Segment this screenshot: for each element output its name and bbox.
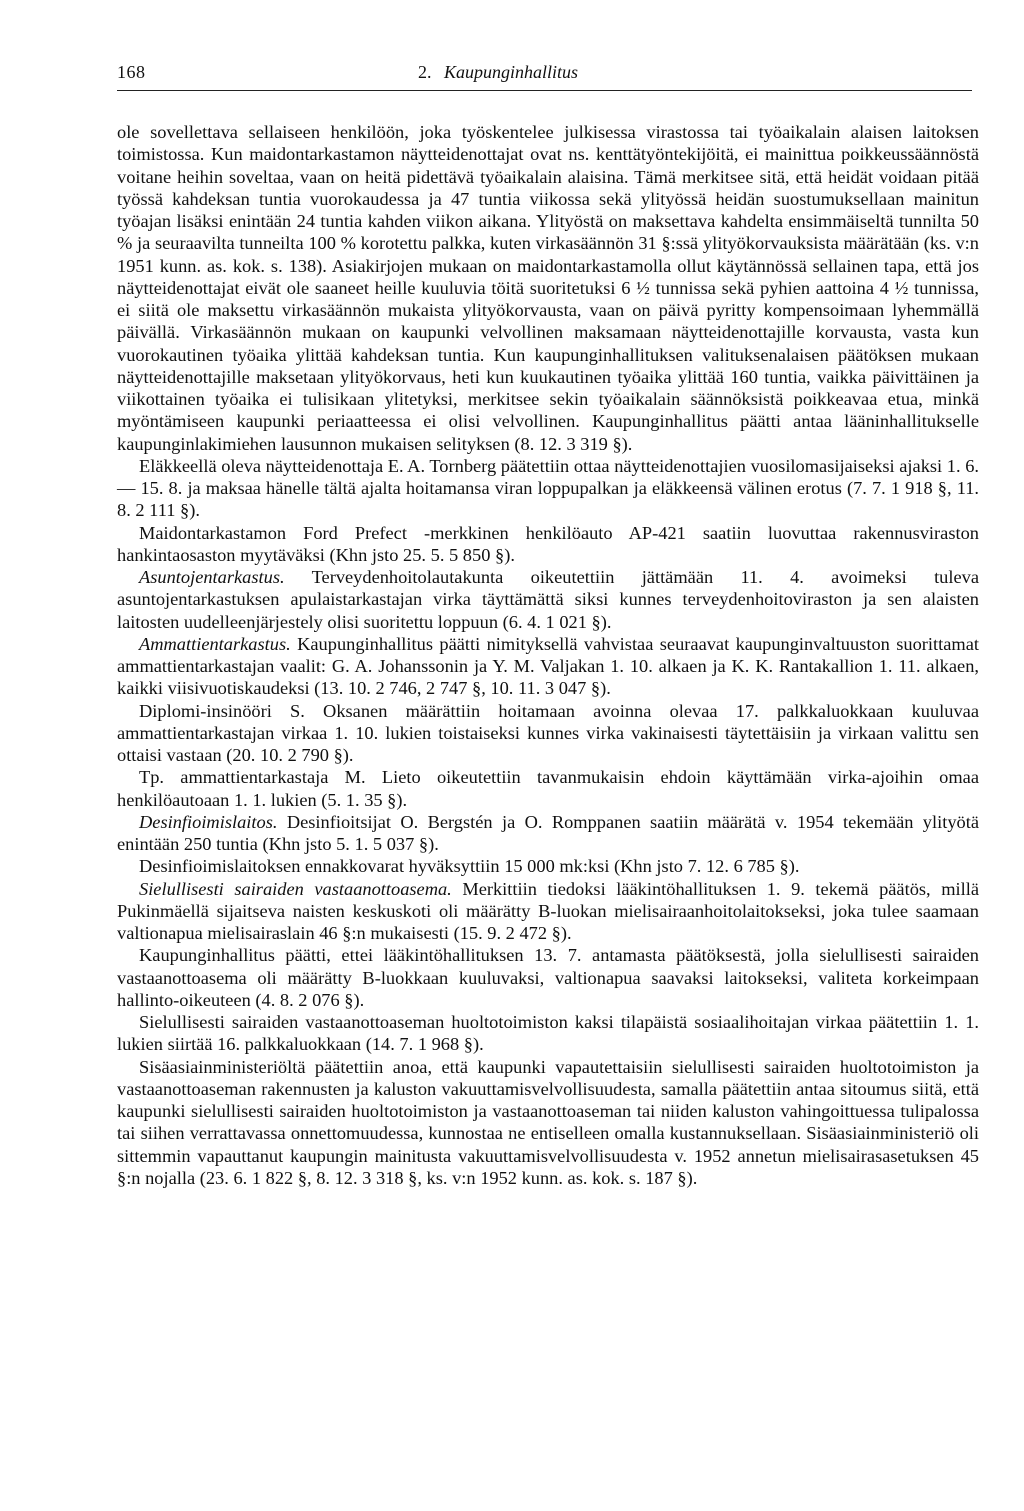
paragraph-text: Kaupunginhallitus päätti nimityksellä vahvistaa seuraavat kaupunginvaltuuston suorittamat ammattientarkastajan vaalit: G. A. Johanssonin ja Y. M. Valjakan 1. 10. alkaen ja K. K. Rantakallion 1. 11. alkaen, kaikki viisivuotiskaudeksi (13. 10. 2 746, 2 747 §, 10. 11. 3 047 §). <box>117 633 979 699</box>
paragraph-1 <box>117 121 979 455</box>
paragraph-7 <box>117 766 979 811</box>
paragraph-13 <box>117 1056 979 1190</box>
paragraph-text: Eläkkeellä oleva näytteidenottaja E. A. Tornberg päätettiin ottaa näytteidenottajien vuosilomasijaiseksi ajaksi 1. 6. — 15. 8. ja maksaa hänelle tältä ajalta hoitamansa viran loppupalkan ja eläkkeensä välinen erotus (7. 7. 1 918 §, 11. 8. 2 111 §). <box>117 455 979 521</box>
section-heading-vastaanottoasema: Sielullisesti sairaiden vastaanottoasema. <box>139 878 452 899</box>
paragraph-text: Sielullisesti sairaiden vastaanottoaseman huoltotoimiston kaksi tilapäistä sosiaalihoitajan virkaa päätettiin 1. 1. lukien siirtää 16. palkkaluokkaan (14. 7. 1 968 §). <box>117 1012 979 1055</box>
section-heading-desinfioimislaitos: Desinfioimislaitos. <box>139 811 278 832</box>
page-number: 168 <box>117 62 146 82</box>
paragraph-text: Diplomi-insinööri S. Oksanen määrättiin hoitamaan avoinna olevaa 17. palkkaluokkaan kuuluvaa ammattientarkastajan virkaa 1. 10. lukien toistaiseksi kunnes virka vakinaisesti täytettäisiin ja virkaan valittu sen ottaisi vastaan (20. 10. 2 790 §). <box>117 700 979 765</box>
paragraph-text: ole sovellettava sellaiseen henkilöön, joka työskentelee julkisessa virastossa tai työaikalain alaisen laitoksen toimistossa. Kun maidontarkastamon näytteidenottajat ovat ns. kenttätyöntekijöitä, ei mainittua poikkeussäännöstä voitane heihin soveltaa, vaan on heitä pidettävä työaikalain alaisina. Tämä merkitsee sitä, että heidät voidaan pitää työssä kahdeksan tuntia vuorokaudessa ja 47 tuntia viikossa sekä ylityössä heidän suostumuksellaan mainitun työajan lisäksi enintään 24 tuntia kahden viikon aikana. Ylityöstä on maksettava kahdelta ensimmäiseltä tunnilta 50 % ja seuraavilta tunneilta 100 % korotettu palkka, kuten virkasäännön 31 §:ssä ylityökorvauksista määrätään (ks. v:n 1951 kunn. as. kok. s. 138). Asiakirjojen mukaan on maidontarkastamolla ollut käytännössä sellainen tapa, että jos näytteidenottajat eivät ole saaneet heille kuuluvia töitä suoritetuksi 6 ½ tunnissa sekä pyhien aattoina 4 ½ tunnissa, ei siitä ole maksettu virkasäännön mukaista ylityökorvausta, vaan on päivä pyritty kompensoimaan lyhemmällä päivällä. Virkasäännön mukaan on kaupunki velvollinen maksamaan näytteidenottajille korvausta, vasta kun vuorokautinen työaika ylittää kahdeksan tuntia. Kun kaupunginhallituksen valituksenalaisen päätöksen mukaan näytteidenottajille maksetaan ylityökorvaus, heti kun kuukautinen työaika ylittää 160 tuntia, vaikka päivittäinen ja viikottainen työaika ei tulisikaan ylitetyksi, merkitsee sekin työaikalain säännöksistä poikkeavaa etua, minkä myöntämiseen kaupunki periaatteessa ei olisi velvollinen. Kaupunginhallitus päätti antaa lääninhallitukselle kaupunginlakimiehen lausunnon mukaisen selityksen (8. 12. 3 319 §). <box>117 122 979 454</box>
paragraph-3 <box>117 522 979 567</box>
paragraph-5 <box>117 633 979 700</box>
paragraph-text: Merkittiin tiedoksi lääkintöhallituksen 1. 9. tekemä päätös, millä Pukinmäellä sijaitseva naisten keskuskoti oli määrätty B-luokan mielisairaanhoitolaitokseksi, joka tulee saamaan valtionapua mielisairaslain 46 §:n mukaisesti (15. 9. 2 472 §). <box>117 878 979 943</box>
paragraph-2 <box>117 455 979 522</box>
paragraph-10 <box>117 878 979 945</box>
section-heading-ammattientarkastus: Ammattientarkastus. <box>139 633 291 654</box>
paragraph-text: Kaupunginhallitus päätti, ettei lääkintöhallituksen 13. 7. antamasta päätöksestä, jolla sielullisesti sairaiden vastaanottoasema oli määrätty B-luokkaan kuuluvaksi, valtionapua saavaksi laitokseksi, valiteta korkeimpaan hallinto-oikeuteen (4. 8. 2 076 §). <box>117 945 979 1010</box>
page-header <box>117 62 972 91</box>
paragraph-9 <box>117 855 979 877</box>
section-heading-asuntojentarkastus: Asuntojentarkastus. <box>139 567 285 587</box>
paragraph-text: Sisäasiainministeriöltä päätettiin anoa, että kaupunki vapautettaisiin sielullisesti sairaiden huoltotoimiston ja vastaanottoaseman rakennusten ja kaluston vakuuttamisvelvollisuudesta, samalla päätettiin antaa sitoumus siitä, että kaupunki sielullisesti sairaiden huoltotoimiston ja vastaanottoaseman tai niiden kaluston vahingoittuessa tulipalossa tai siihen verrattavassa onnettomuudessa, kunnostaa ne entiselleen omalla kustannuksellaan. Sisäasiainministeriö oli sittemmin vapauttanut kaupungin mainitusta vakuuttamisvelvollisuudesta v. 1952 annetun mielisairasasetuksen 45 §:n nojalla (23. 6. 1 822 §, 8. 12. 3 318 §, ks. v:n 1952 kunn. as. kok. s. 187 §). <box>117 1056 979 1188</box>
paragraph-12 <box>117 1011 979 1056</box>
paragraph-text: Terveydenhoitolautakunta oikeutettiin jättämään 11. 4. avoimeksi tuleva asuntojentarkastuksen apulaistarkastajan virka täyttämättä siksi kunnes terveydenhoitoviraston ja sen alaisten laitosten uudelleenjärjestely olisi suoritettu loppuun (6. 4. 1 021 §). <box>117 567 980 632</box>
section-number: 2. <box>418 62 432 82</box>
paragraph-8 <box>117 811 979 856</box>
paragraph-4 <box>117 566 979 633</box>
paragraph-text: Desinfioitsijat O. Bergstén ja O. Romppanen saatiin määrätä v. 1954 tekemään ylityötä enintään 250 tuntia (Khn jsto 5. 1. 5 037 §). <box>117 811 979 854</box>
running-head <box>418 62 578 83</box>
body-text <box>117 121 979 1189</box>
paragraph-6 <box>117 700 979 767</box>
paragraph-text: Desinfioimislaitoksen ennakkovarat hyväksyttiin 15 000 mk:ksi (Khn jsto 7. 12. 6 785 §). <box>139 856 800 877</box>
section-title: Kaupunginhallitus <box>444 62 579 82</box>
paragraph-11 <box>117 944 979 1011</box>
paragraph-text: Tp. ammattientarkastaja M. Lieto oikeutettiin tavanmukaisin ehdoin käyttämään virka-ajoihin omaa henkilöautoaan 1. 1. lukien (5. 1. 35 §). <box>117 767 979 810</box>
paragraph-text: Maidontarkastamon Ford Prefect -merkkinen henkilöauto AP-421 saatiin luovuttaa rakennusviraston hankintaosaston myytäväksi (Khn jsto 25. 5. 5 850 §). <box>117 522 979 565</box>
